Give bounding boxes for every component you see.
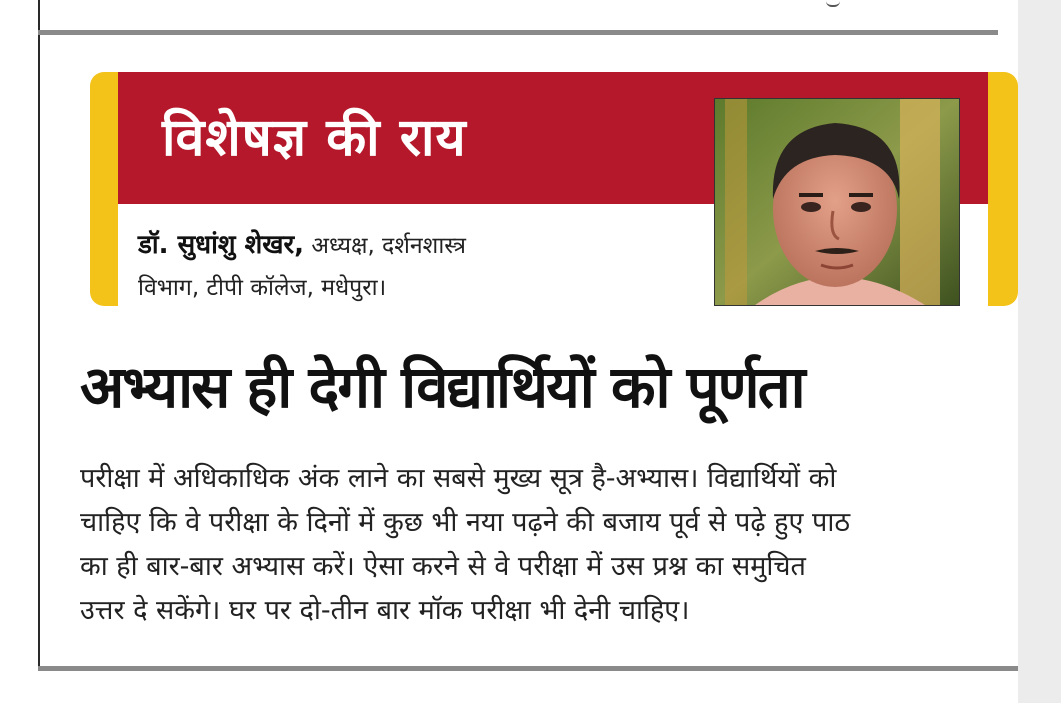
column-bottom-rule	[38, 666, 1018, 671]
article-headline: अभ्यास ही देगी विद्यार्थियों को पूर्णता	[80, 353, 804, 421]
expert-name: डॉ. सुधांशु शेखर,	[138, 230, 305, 260]
box-right-accent	[988, 72, 1018, 306]
box-left-accent	[90, 72, 118, 306]
column-top-rule	[38, 30, 998, 35]
article-body-line: परीक्षा में अधिकाधिक अंक लाने का सबसे मुख्य सूत्र है-अभ्यास। विद्यार्थियों को	[80, 463, 837, 494]
portrait-image	[715, 99, 959, 305]
expert-byline	[138, 224, 618, 309]
expert-opinion-box	[90, 72, 1018, 306]
expert-photo	[714, 98, 960, 306]
expert-box-title: विशेषज्ञ की राय	[162, 108, 467, 168]
expert-affiliation: विभाग, टीपी कॉलेज, मधेपुरा।	[138, 275, 387, 301]
page-margin	[1018, 0, 1061, 703]
cut-text-fragment	[826, 0, 840, 7]
article-body-line: उत्तर दे सकेंगे। घर पर दो-तीन बार मॉक परीक्षा भी देनी चाहिए।	[80, 595, 690, 626]
article-body	[80, 457, 1010, 633]
expert-designation: अध्यक्ष, दर्शनशास्त्र	[304, 233, 466, 259]
column-left-rule	[38, 0, 40, 668]
article-body-line: चाहिए कि वे परीक्षा के दिनों में कुछ भी नया पढ़ने की बजाय पूर्व से पढ़े हुए पाठ	[80, 507, 851, 538]
article-body-line: का ही बार-बार अभ्यास करें। ऐसा करने से वे परीक्षा में उस प्रश्न का समुचित	[80, 551, 806, 582]
